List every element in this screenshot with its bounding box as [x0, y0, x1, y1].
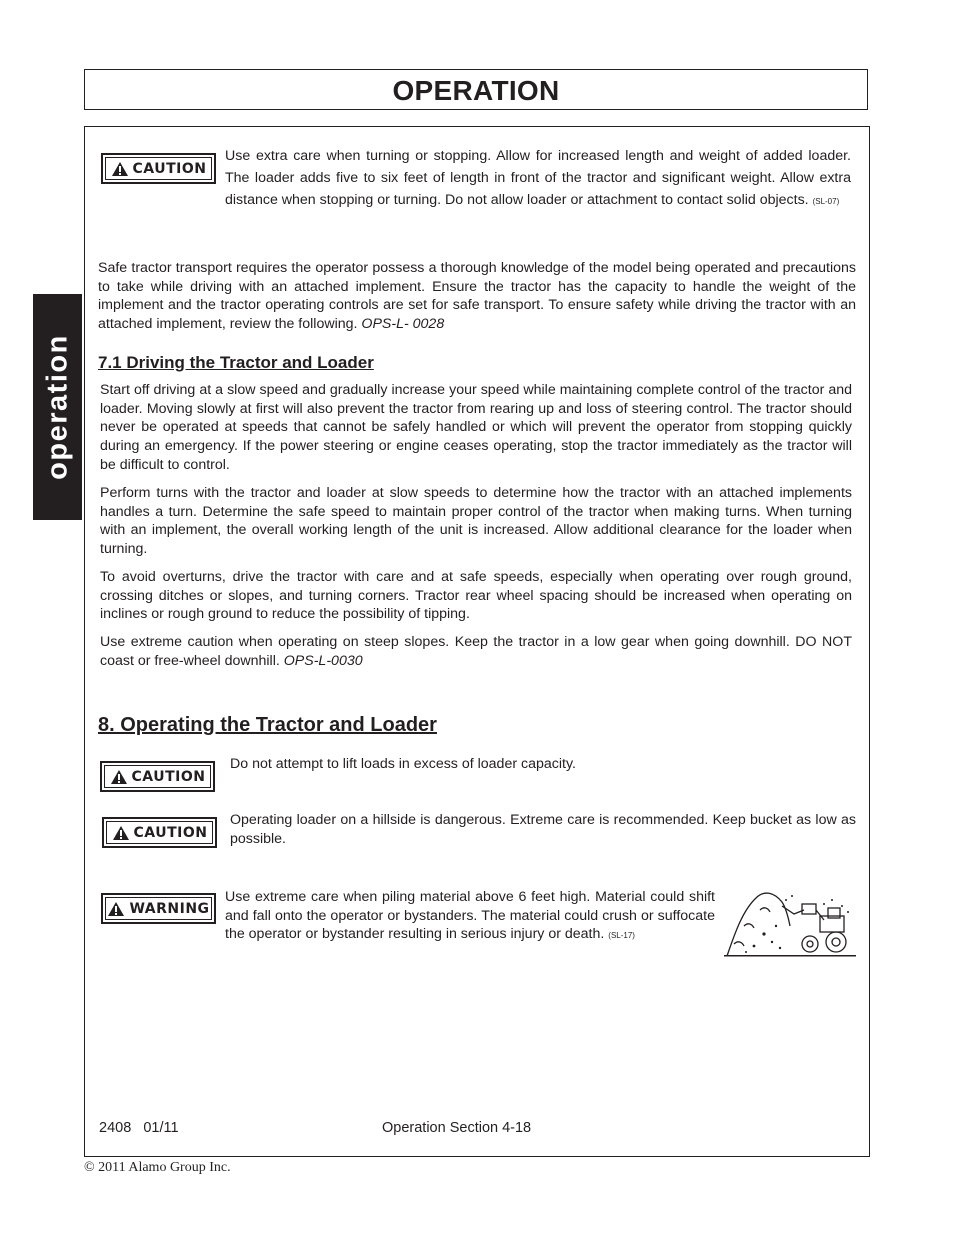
- warning-badge-label: WARNING: [129, 900, 210, 917]
- side-tab-label: operation: [41, 334, 73, 480]
- caution-badge-3: [102, 817, 217, 848]
- warning-triangle-icon: [111, 161, 129, 177]
- section-8-heading: 8. Operating the Tractor and Loader: [98, 714, 437, 736]
- caution-badge-label: CAUTION: [132, 160, 207, 177]
- caution-badge-1: [101, 153, 216, 184]
- caution-3-text: Operating loader on a hillside is dangerous. Extreme care is recommended. Keep bucket as low as possible.: [230, 812, 856, 847]
- caution-badge-label: CAUTION: [131, 768, 206, 785]
- warning-triangle-icon: [107, 901, 125, 917]
- page-title: OPERATION: [392, 75, 560, 106]
- section-7-1-paragraph-3: To avoid overturns, drive the tractor with care and at safe speeds, especially when operating over rough ground, crossing ditches or slopes, and turning corners. Tractor rear wheel spacing should be increased when operating on inclines or rough ground to reduce the possibility of tipping.: [100, 569, 852, 623]
- intro-paragraph: Safe tractor transport requires the operator possess a thorough knowledge of the model being operated and precautions to take while driving with an attached implement. Ensure the tractor has the capacity to handle the weight of the implement and the tractor operating controls are set for safe transport. To ensure safety while driving the tractor with an attached implement, review the following. OPS-L- 0028: [98, 260, 856, 333]
- caution-badge-label: CAUTION: [133, 824, 208, 841]
- tractor-loader-pile-icon: [724, 886, 856, 958]
- warning-triangle-icon: [112, 825, 130, 841]
- section-7-1-heading: 7.1 Driving the Tractor and Loader: [98, 353, 374, 372]
- section-7-1-paragraph-2: Perform turns with the tractor and loader at slow speeds to determine how the tractor with an attached implements handles a turn. Determine the safe speed to maintain proper control of the tractor when making turns. When turning with an implement, the overall working length of the unit is increased. Allow additional clearance for the loader when turning.: [100, 485, 852, 558]
- warning-text: Use extreme care when piling material above 6 feet high. Material could shift and fall onto the operator or bystanders. The material could crush or suffocate the operator or bystander resulting in serious injury or death. (SL-17): [225, 889, 715, 943]
- caution-1-text: Use extra care when turning or stopping. Allow for increased length and weight of added loader. The loader adds five to six feet of length in front of the tractor and significant weight. Allow extra distance when stopping or turning. Do not allow loader or attachment to contact solid objects. (SL-07): [225, 148, 851, 208]
- caution-badge-2: [100, 761, 215, 792]
- footer-doc-number: 2408 01/11: [99, 1120, 179, 1136]
- section-7-1-paragraph-4: Use extreme caution when operating on steep slopes. Keep the tractor in a low gear when going downhill. DO NOT coast or free-wheel downhill. OPS-L-0030: [100, 634, 852, 669]
- section-7-1-paragraph-1: Start off driving at a slow speed and gradually increase your speed while maintaining complete control of the tractor and loader. Moving slowly at first will also prevent the tractor from rearing up and loss of steering control. The tractor should never be operated at speeds that cannot be safely handled or which will prevent the operator from stopping quickly during an emergency. If the power steering or engine ceases operating, stop the tractor immediately as the tractor will be difficult to control.: [100, 382, 852, 473]
- warning-ref: (SL-17): [608, 931, 635, 941]
- intro-ref: OPS-L- 0028: [361, 316, 445, 333]
- side-tab: [33, 294, 82, 520]
- warning-triangle-icon: [110, 769, 128, 785]
- page-header: [84, 69, 868, 110]
- footer-section: Operation Section 4-18: [382, 1120, 532, 1136]
- warning-badge: [101, 893, 216, 924]
- caution-1-ref: (SL-07): [812, 197, 840, 206]
- copyright: © 2011 Alamo Group Inc.: [84, 1160, 231, 1175]
- caution-2-text: Do not attempt to lift loads in excess of loader capacity.: [230, 756, 576, 772]
- section-7-1-ref: OPS-L-0030: [283, 652, 363, 669]
